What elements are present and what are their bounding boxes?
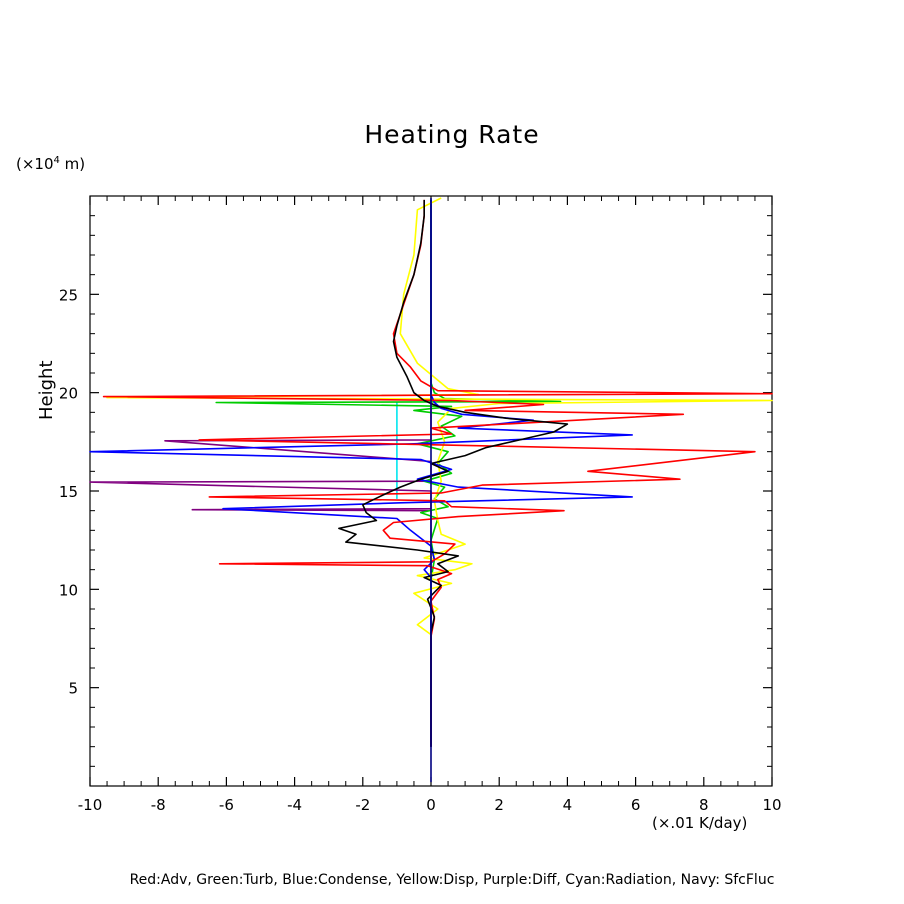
y-axis-unit-note: ($\times 10^4$ m) [16,155,86,173]
x-tick-label: -8 [150,796,166,814]
axis-ticks [59,196,782,814]
x-tick-label: 10 [762,796,782,814]
x-tick-label: 6 [630,796,641,814]
y-tick-label: 20 [58,384,78,403]
y-tick-label: 10 [58,581,78,600]
x-tick-label: 2 [494,796,504,814]
x-axis-label: (×.01 K/day) [652,814,748,832]
x-tick-label: 0 [426,796,436,814]
y-tick-label: 15 [58,483,78,501]
x-tick-label: -6 [218,796,234,814]
series-line-turb [216,200,560,747]
legend-caption: Red:Adv, Green:Turb, Blue:Condense, Yellow:Disp, Purple:Diff, Cyan:Radiation, Navy: SfcFluc [129,872,775,888]
x-tick-label: 4 [562,796,573,814]
x-tick-label: 8 [699,796,709,814]
y-axis-unit-exponent: 4 [53,155,60,166]
y-axis-label: Height [36,360,57,420]
x-tick-label: -2 [355,796,371,814]
series-line-diff [90,200,431,747]
series-line-condense [90,200,632,747]
y-tick-label: 5 [68,679,78,698]
series-line-total [339,200,568,747]
y-tick-label: 25 [58,286,78,305]
x-tick-label: -10 [77,796,103,814]
chart-title: Heating Rate [364,120,540,149]
data-series-layer [90,198,772,782]
x-tick-label: -4 [287,796,303,814]
